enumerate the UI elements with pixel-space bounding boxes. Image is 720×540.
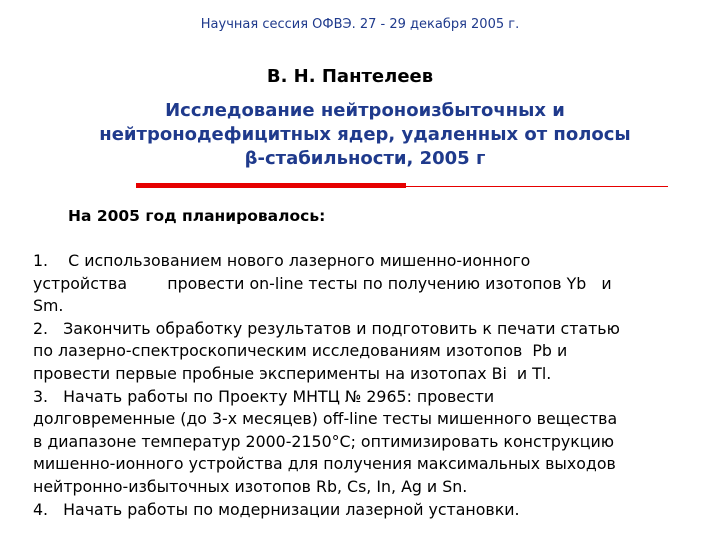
plan-item-line: по лазерно-спектроскопическим исследованиям изотопов Pb и	[33, 341, 568, 361]
plan-item-text: Начать работы по модернизации лазерной установки.	[63, 499, 520, 519]
plan-item-line: провести первые пробные эксперименты на изотопах Bi и Tl.	[33, 363, 552, 383]
plan-item-line	[33, 499, 698, 522]
plan-item-4	[33, 499, 698, 522]
plan-item-text: С использованием нового лазерного мишенно-ионного	[68, 251, 531, 270]
plan-item-text: Начать работы по Проекту МНТЦ № 2965: провести	[63, 386, 495, 406]
divider-thick	[136, 183, 406, 188]
plan-item-line: в диапазоне температур 2000-2150°С; оптимизировать конструкцию	[33, 431, 615, 451]
plan-item-line	[33, 386, 698, 409]
slide-title-line-3: β-стабильности, 2005 г	[244, 148, 486, 169]
plan-item-number: 4.	[33, 499, 49, 519]
session-header: Научная сессия ОФВЭ. 27 - 29 декабря 2005 г.	[200, 17, 520, 32]
slide-title-line-1: Исследование нейтроноизбыточных и	[165, 100, 565, 121]
plan-item-line: Sm.	[33, 296, 64, 316]
plan-item-line: нейтронно-избыточных изотопов Rb, Cs, In, Ag и Sn.	[33, 476, 468, 496]
plan-item-2	[33, 318, 698, 386]
plan-item-3	[33, 386, 698, 499]
plan-item-line	[33, 250, 698, 273]
plan-item-text: Закончить обработку результатов и подготовить к печати статью	[63, 318, 620, 338]
slide-title-line-2: нейтронодефицитных ядер, удаленных от полосы	[99, 124, 631, 145]
plan-item-line	[33, 318, 698, 341]
plan-item-number: 1.	[33, 251, 49, 270]
plan-subheading: На 2005 год планировалось:	[68, 207, 326, 225]
plan-item-line: долговременные (до 3-х месяцев) off-line тесты мишенного вещества	[33, 409, 618, 429]
slide-title	[0, 99, 720, 171]
plan-list	[33, 250, 698, 521]
plan-item-line: мишенно-ионного устройства для получения максимальных выходов	[33, 454, 616, 474]
plan-item-1	[33, 250, 698, 318]
plan-item-line: устройства провести on-line тесты по получению изотопов Yb и	[33, 273, 612, 293]
plan-item-number: 3.	[33, 386, 49, 406]
author-name: В. Н. Пантелеев	[266, 66, 434, 87]
plan-item-number: 2.	[33, 318, 49, 338]
divider-thin	[406, 186, 668, 187]
